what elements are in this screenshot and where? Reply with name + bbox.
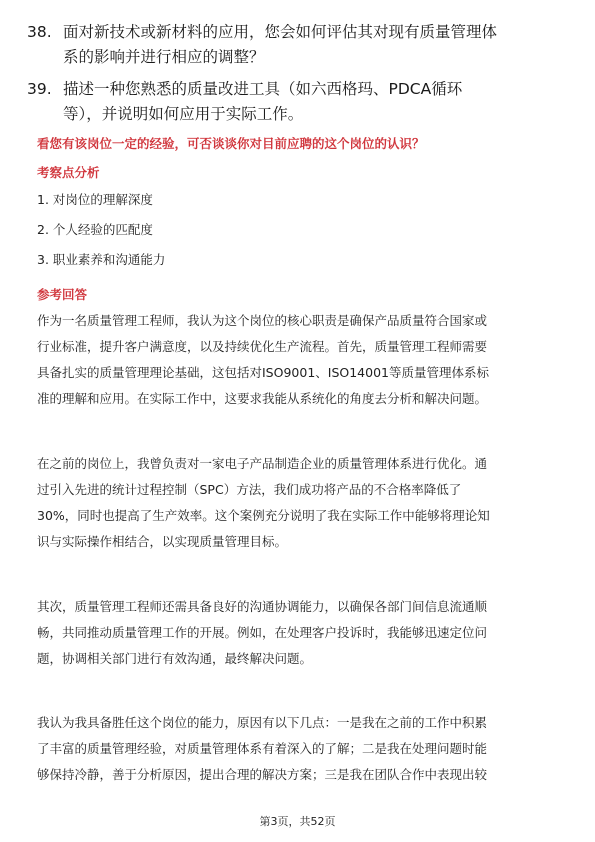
paragraph-line: 了丰富的质量管理经验，对质量管理体系有着深入的了解；二是我在处理问题时能 [37,741,488,756]
paragraph-line: 在之前的岗位上，我曾负责对一家电子产品制造企业的质量管理体系进行优化。通 [37,456,488,471]
question-line: 系的影响并进行相应的调整？ [63,48,265,66]
analysis-point: 1. 对岗位的理解深度 [37,192,153,207]
answer-paragraph [37,308,560,412]
answer-paragraph [37,710,560,788]
analysis-point: 3. 职业素养和沟通能力 [37,252,166,267]
analysis-title: 考察点分析 [37,165,100,180]
answer-title: 参考回答 [37,287,88,302]
paragraph-line: 准的理解和应用。在实际工作中，这要求我能从系统化的角度去分析和解决问题。 [37,391,488,406]
paragraph-line: 其次，质量管理工程师还需具备良好的沟通协调能力，以确保各部门间信息流通顺 [37,599,488,614]
question-line: 描述一种您熟悉的质量改进工具（如六西格玛、PDCA循环 [63,80,463,98]
question-number: 39. [27,80,52,98]
paragraph-line: 我认为我具备胜任这个岗位的能力，原因有以下几点：一是我在之前的工作中积累 [37,715,488,730]
question-line: 面对新技术或新材料的应用，您会如何评估其对现有质量管理体 [63,23,498,41]
paragraph-line: 具备扎实的质量管理理论基础，这包括对ISO9001、ISO14001等质量管理体系标 [37,365,489,380]
paragraph-line: 行业标准，提升客户满意度，以及持续优化生产流程。首先，质量管理工程师需要 [37,339,488,354]
paragraph-line: 作为一名质量管理工程师，我认为这个岗位的核心职责是确保产品质量符合国家或 [37,313,488,328]
analysis-point: 2. 个人经验的匹配度 [37,222,153,237]
question-number: 38. [27,23,52,41]
paragraph-line: 题，协调相关部门进行有效沟通，最终解决问题。 [37,651,313,666]
paragraph-line: 识与实际操作相结合，以实现质量管理目标。 [37,534,288,549]
paragraph-line: 过引入先进的统计过程控制（SPC）方法，我们成功将产品的不合格率降低了 [37,482,462,497]
interview-question: 看您有该岗位一定的经验，可否谈谈你对目前应聘的这个岗位的认识？ [37,136,425,151]
paragraph-line: 畅，共同推动质量管理工作的开展。例如，在处理客户投诉时，我能够迅速定位问 [37,625,488,640]
paragraph-line: 够保持冷静，善于分析原因，提出合理的解决方案；三是我在团队合作中表现出较 [37,767,488,782]
question-text [63,77,553,127]
answer-paragraph [37,451,560,555]
paragraph-line: 30%，同时也提高了生产效率。这个案例充分说明了我在实际工作中能够将理论知 [37,508,490,523]
question-text [63,20,553,70]
page-number: 第3页，共52页 [259,815,336,828]
question-line: 等），并说明如何应用于实际工作。 [63,105,304,123]
answer-paragraph [37,594,560,672]
